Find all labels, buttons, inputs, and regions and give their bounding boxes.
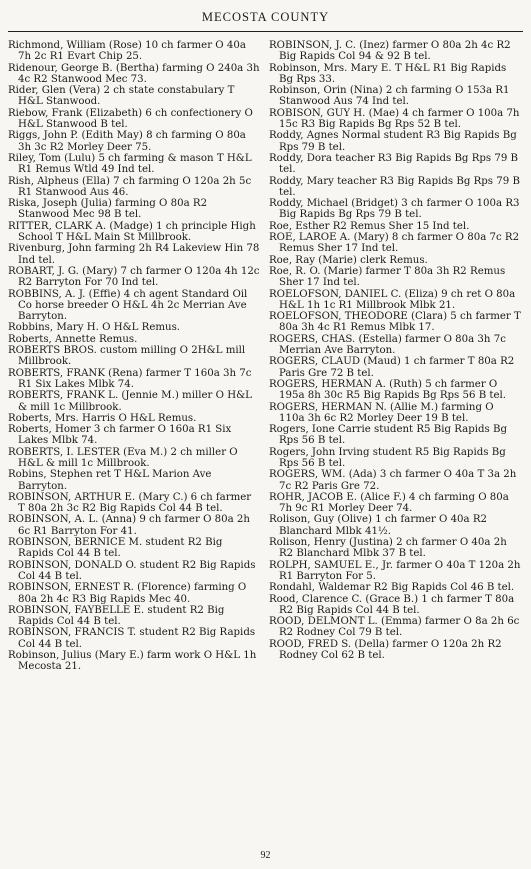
directory-entry: ROGERS, WM. (Ada) 3 ch farmer O 40a T 3a 2h 7c R2 Paris Gre 72. [269,469,517,492]
directory-entry: Rood, Clarence C. (Grace B.) 1 ch farmer T 80a R2 Big Rapids Col 44 B tel. [269,593,515,616]
directory-entry: ROHR, JACOB E. (Alice F.) 4 ch farming O 80a 7h 9c R1 Morley Deer 74. [269,491,509,515]
directory-entry: ROBINSON, J. C. (Inez) farmer O 80a 2h 4c R2 Big Rapids Col 94 & 92 B tel. [269,40,511,63]
directory-entry: ROBINSON, DONALD O. student R2 Big Rapids Col 44 B tel. [8,559,256,582]
header-rule [8,31,523,32]
directory-entry: Roddy, Michael (Bridget) 3 ch farmer O 100a R3 Big Rapids Bg Rps 79 B tel. [269,198,520,221]
directory-entry: ROBERTS, FRANK (Rena) farmer T 160a 3h 7c R1 Six Lakes Mlbk 74. [8,367,252,390]
directory-entry: Rondahl, Waldemar R2 Big Rapids Col 46 B tel. [269,582,515,594]
directory-entry: Roberts, Homer 3 ch farmer O 160a R1 Six Lakes Mlbk 74. [8,424,232,447]
directory-entry: ROBART, J. G. (Mary) 7 ch farmer O 120a 4h 12c R2 Barryton For 70 Ind tel. [8,265,260,289]
directory-entry: Riggs, John P. (Edith May) 8 ch farming O 80a 3h 3c R2 Morley Deer 75. [8,130,246,153]
directory-entry: ROGERS, HERMAN N. (Allie M.) farming O 110a 3h 6c R2 Morley Deer 19 B tel. [269,401,494,424]
directory-entry: Rogers, John Irving student R5 Big Rapids Bg Rps 56 B tel. [269,446,506,469]
left-column [8,40,261,850]
directory-entry: Roberts, Mrs. Harris O H&L Remus. [8,412,197,424]
directory-entry: Roberts, Annette Remus. [8,333,138,345]
directory-entry: ROBINSON, ERNEST R. (Florence) farming O 80a 2h 4c R3 Big Rapids Mec 40. [8,582,247,605]
directory-entry: Roddy, Agnes Normal student R3 Big Rapids Bg Rps 79 B tel. [269,130,517,153]
directory-entry: Roddy, Dora teacher R3 Big Rapids Bg Rps 79 B tel. [269,152,519,176]
directory-entry: Roe, R. O. (Marie) farmer T 80a 3h R2 Remus Sher 17 Ind tel. [269,265,506,289]
directory-entry: ROOD, DELMONT L. (Emma) farmer O 8a 2h 6c R2 Rodney Col 79 B tel. [269,616,520,639]
directory-entry: ROE, LAROE A. (Mary) 8 ch farmer O 80a 7c R2 Remus Sher 17 Ind tel. [269,232,520,255]
directory-entry: ROBINSON, BERNICE M. student R2 Big Rapids Col 44 B tel. [8,537,223,560]
directory-entry: Riley, Tom (Lulu) 5 ch farming & mason T H&L R1 Remus Wtld 49 Ind tel. [8,152,252,176]
directory-entry: ROOD, FRED S. (Della) farmer O 120a 2h R2 Rodney Col 62 B tel. [269,638,502,662]
directory-entry: Rider, Glen (Vera) 2 ch state constabulary T H&L Stanwood. [8,85,235,108]
directory-entry: Roe, Esther R2 Remus Sher 15 Ind tel. [269,220,470,232]
directory-entry: Rogers, Ione Carrie student R5 Big Rapids Bg Rps 56 B tel. [269,424,508,447]
directory-entry: ROBBINS, A. J. (Effie) 4 ch agent Standard Oil Co horse breeder O H&L 4h 2c Merrian Ave Barryton. [8,288,248,323]
right-column [269,40,522,850]
directory-entry: Robinson, Orin (Nina) 2 ch farming O 153a R1 Stanwood Aus 74 Ind tel. [269,85,510,108]
directory-entry: ROBISON, GUY H. (Mae) 4 ch farmer O 100a 7h 15c R3 Big Rapids Bg Rps 52 B tel. [269,107,520,131]
directory-entry: ROELOFSON, THEODORE (Clara) 5 ch farmer T 80a 3h 4c R1 Remus Mlbk 17. [269,311,521,334]
directory-entry: ROBERTS, FRANK L. (Jennie M.) miller O H&L & mill 1c Millbrook. [8,390,252,413]
directory-entry: ROLPH, SAMUEL E., Jr. farmer O 40a T 120a 2h R1 Barryton For 5. [269,559,521,582]
directory-entry: Ridenour, George B. (Bertha) farming O 240a 3h 4c R2 Stanwood Mec 73. [8,62,260,85]
directory-entry: ROBINSON, FAYBELLE E. student R2 Big Rapids Col 44 B tel. [8,604,225,628]
directory-entry: ROBERTS, I. LESTER (Eva M.) 2 ch miller O H&L & mill 1c Millbrook. [8,446,238,469]
directory-entry: Richmond, William (Rose) 10 ch farmer O 40a 7h 2c R1 Evart Chip 25. [8,40,246,63]
directory-entry: ROBERTS BROS. custom milling O 2H&L mill Millbrook. [8,345,246,368]
page-header: MECOSTA COUNTY [201,10,330,24]
directory-columns [8,40,523,850]
directory-entry: Riebow, Frank (Elizabeth) 6 ch confectionery O H&L Stanwood B tel. [8,107,253,131]
directory-entry: Riska, Joseph (Julia) farming O 80a R2 Stanwood Mec 98 B tel. [8,198,208,221]
directory-entry: Robinson, Mrs. Mary E. T H&L R1 Big Rapids Bg Rps 33. [269,62,507,85]
directory-entry: Roe, Ray (Marie) clerk Remus. [269,254,428,266]
directory-entry: ROBINSON, A. L. (Anna) 9 ch farmer O 80a 2h 6c R1 Barryton For 41. [8,514,250,537]
directory-entry: RITTER, CLARK A. (Madge) 1 ch principle High School T H&L Main St Millbrook. [8,220,256,244]
page-number: 92 [260,850,271,861]
directory-entry: Rolison, Guy (Olive) 1 ch farmer O 40a R2 Blanchard Mlbk 41½. [269,514,488,537]
directory-entry: Rish, Alpheus (Ella) 7 ch farming O 120a 2h 5c R1 Stanwood Aus 46. [8,175,252,198]
directory-entry: Robbins, Mary H. O H&L Remus. [8,322,181,334]
directory-entry: Robins, Stephen ret T H&L Marion Ave Barryton. [8,469,212,492]
directory-entry: Rolison, Henry (Justina) 2 ch farmer O 40a 2h R2 Blanchard Mlbk 37 B tel. [269,537,507,560]
directory-entry: Roddy, Mary teacher R3 Big Rapids Bg Rps 79 B tel. [269,175,520,198]
directory-entry: ROGERS, CLAUD (Maud) 1 ch farmer T 80a R2 Paris Gre 72 B tel. [269,356,515,379]
directory-entry: ROBINSON, ARTHUR E. (Mary C.) 6 ch farmer T 80a 2h 3c R2 Big Rapids Col 44 B tel. [8,491,252,515]
directory-entry: ROGERS, HERMAN A. (Ruth) 5 ch farmer O 195a 8h 30c R5 Big Rapids Bg Rps 56 B tel. [269,378,507,402]
directory-entry: ROGERS, CHAS. (Estella) farmer O 80a 3h 7c Merrian Ave Barryton. [269,333,506,357]
directory-entry: ROELOFSON, DANIEL C. (Eliza) 9 ch ret O 80a H&L 1h 1c R1 Millbrook Mlbk 21. [269,288,516,311]
directory-entry: Robinson, Julius (Mary E.) farm work O H&L 1h Mecosta 21. [8,650,257,673]
directory-entry: Rivenburg, John farming 2h R4 Lakeview Hin 78 Ind tel. [8,243,260,266]
directory-entry: ROBINSON, FRANCIS T. student R2 Big Rapids Col 44 B tel. [8,627,256,650]
